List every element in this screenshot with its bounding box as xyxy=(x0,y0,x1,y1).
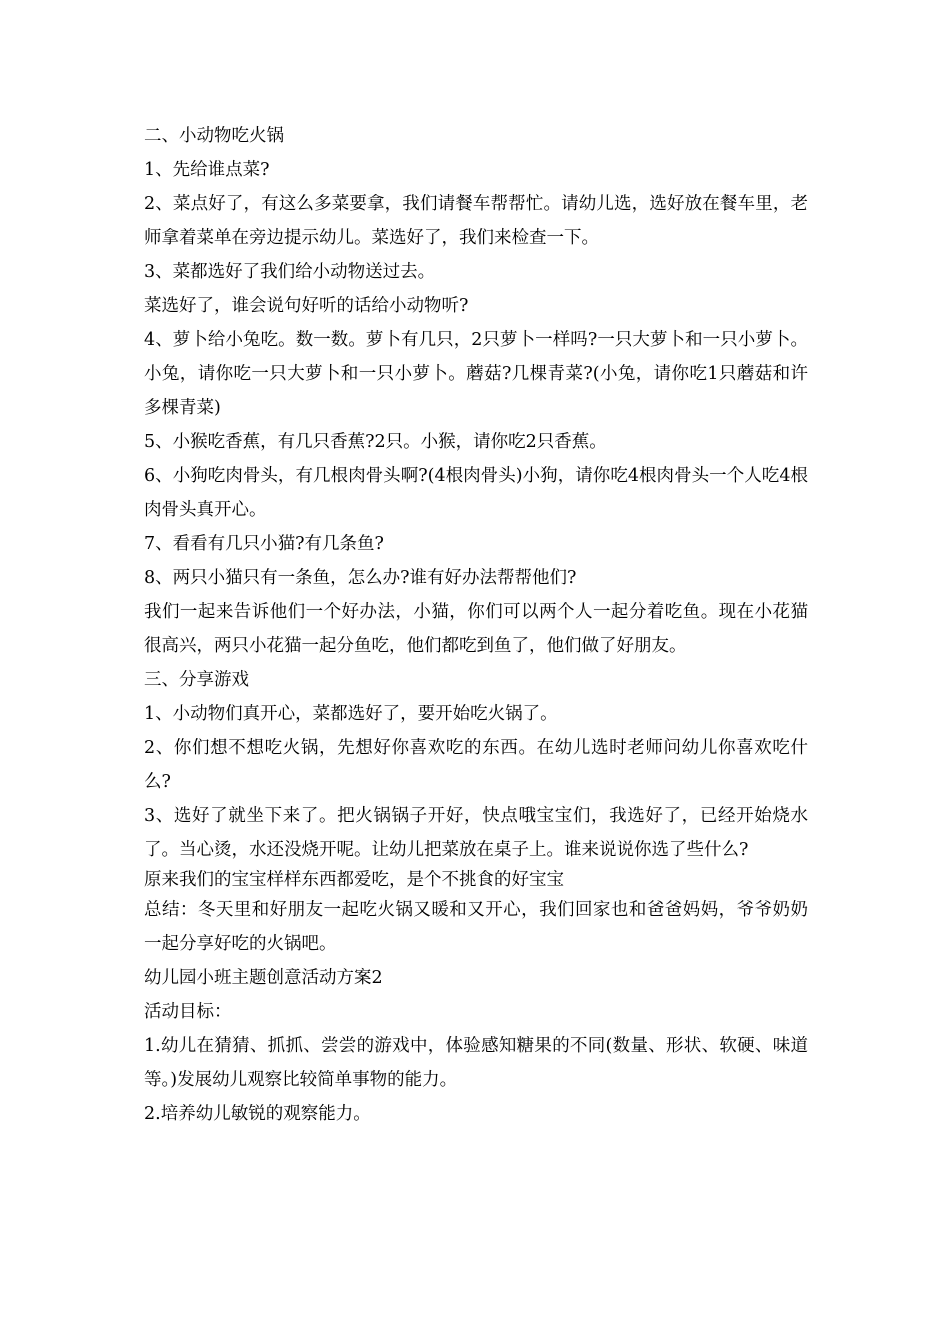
paragraph: 2、菜点好了，有这么多菜要拿，我们请餐车帮帮忙。请幼儿选，选好放在餐车里，老师拿着菜单在旁边提示幼儿。菜选好了，我们来检查一下。 xyxy=(144,194,808,248)
section-heading: 活动目标： xyxy=(144,1002,232,1022)
document-subtitle: 幼儿园小班主题创意活动方案2 xyxy=(144,968,383,988)
summary-paragraph: 总结：冬天里和好朋友一起吃火锅又暖和又开心，我们回家也和爸爸妈妈，爷爷奶奶一起分享好吃的火锅吧。 xyxy=(144,900,808,954)
paragraph: 原来我们的宝宝样样东西都爱吃，是个不挑食的好宝宝 xyxy=(144,870,564,890)
paragraph: 菜选好了，谁会说句好听的话给小动物听? xyxy=(144,296,469,316)
document-body xyxy=(144,119,808,1131)
paragraph: 7、看看有几只小猫?有几条鱼? xyxy=(144,534,384,554)
paragraph: 4、萝卜给小兔吃。数一数。萝卜有几只，2只萝卜一样吗?一只大萝卜和一只小萝卜。小兔，请你吃一只大萝卜和一只小萝卜。蘑菇?几棵青菜?(小兔，请你吃1只蘑菇和许多棵青菜) xyxy=(144,330,808,418)
paragraph: 3、选好了就坐下来了。把火锅锅子开好，快点哦宝宝们，我选好了，已经开始烧水了。当心烫，水还没烧开呢。让幼儿把菜放在桌子上。谁来说说你选了些什么? xyxy=(144,806,808,860)
section-heading: 二、小动物吃火锅 xyxy=(144,126,284,146)
paragraph: 8、两只小猫只有一条鱼，怎么办?谁有好办法帮帮他们? xyxy=(144,568,577,588)
paragraph: 2、你们想不想吃火锅，先想好你喜欢吃的东西。在幼儿选时老师问幼儿你喜欢吃什么? xyxy=(144,738,808,792)
paragraph: 1.幼儿在猜猜、抓抓、尝尝的游戏中，体验感知糖果的不同(数量、形状、软硬、味道等。)发展幼儿观察比较简单事物的能力。 xyxy=(144,1036,808,1090)
paragraph: 6、小狗吃肉骨头，有几根肉骨头啊?(4根肉骨头)小狗，请你吃4根肉骨头一个人吃4根肉骨头真开心。 xyxy=(144,466,808,520)
section-heading: 三、分享游戏 xyxy=(144,670,249,690)
paragraph: 2.培养幼儿敏锐的观察能力。 xyxy=(144,1104,371,1124)
paragraph: 1、小动物们真开心，菜都选好了，要开始吃火锅了。 xyxy=(144,704,558,724)
paragraph: 5、小猴吃香蕉，有几只香蕉?2只。小猴，请你吃2只香蕉。 xyxy=(144,432,607,452)
paragraph: 我们一起来告诉他们一个好办法，小猫，你们可以两个人一起分着吃鱼。现在小花猫很高兴，两只小花猫一起分鱼吃，他们都吃到鱼了，他们做了好朋友。 xyxy=(144,602,808,656)
paragraph: 1、先给谁点菜? xyxy=(144,160,270,180)
paragraph: 3、菜都选好了我们给小动物送过去。 xyxy=(144,262,436,282)
